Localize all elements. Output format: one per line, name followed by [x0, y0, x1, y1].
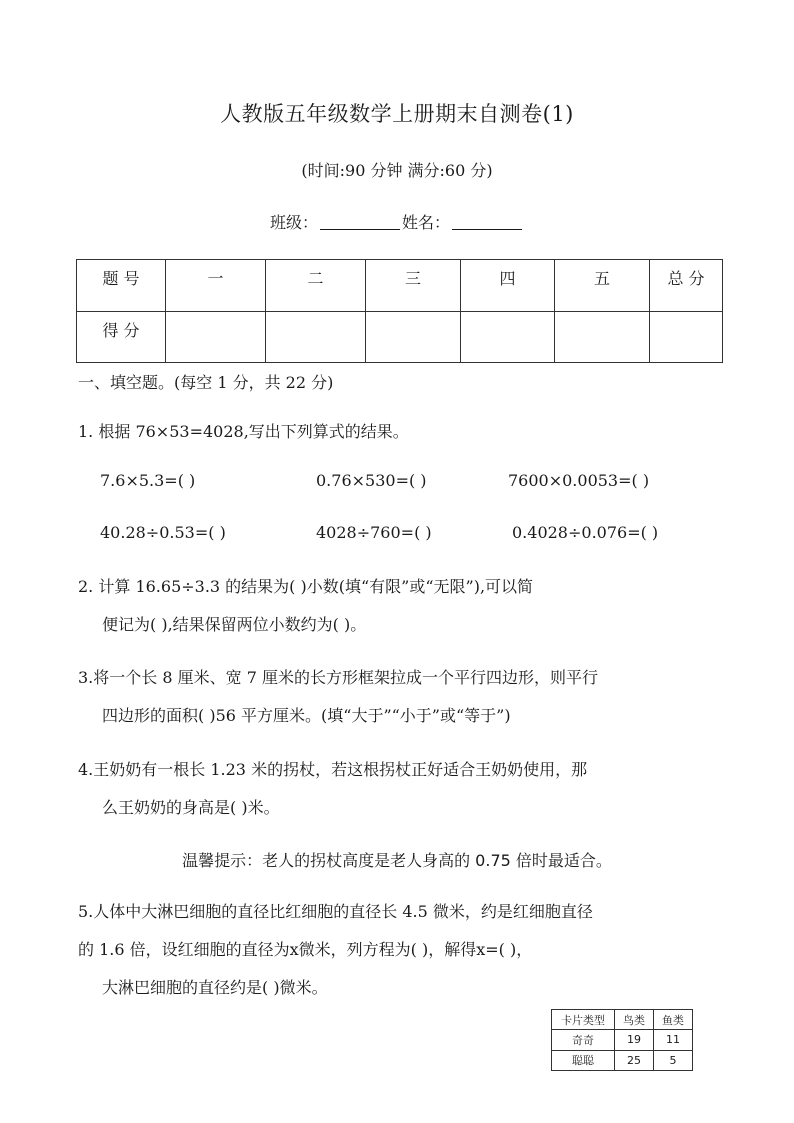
- card-row-name: 奇奇: [552, 1030, 615, 1050]
- card-type-table: [551, 1009, 693, 1071]
- header-cell-3: 三: [366, 260, 461, 312]
- q2-line2: 便记为( ),结果保留两位小数约为( )。: [102, 615, 367, 634]
- q4-line1: 4.王奶奶有一根长 1.23 米的拐杖，若这根拐杖正好适合王奶奶使用，那: [78, 760, 588, 779]
- question-3: [78, 666, 723, 728]
- score-table-header-row: [77, 260, 723, 312]
- q5-line3: 大淋巴细胞的直径约是( )微米。: [102, 978, 328, 997]
- question-5: [78, 900, 723, 1000]
- score-cell-2[interactable]: [266, 311, 366, 363]
- card-header-type: 卡片类型: [552, 1010, 615, 1030]
- header-cell-1: 一: [166, 260, 266, 312]
- score-table-score-row: [77, 311, 723, 363]
- card-row-fish: 11: [654, 1030, 693, 1050]
- q1-item-6: 0.4028÷0.076=( ): [512, 523, 659, 542]
- student-info-line: [0, 210, 794, 233]
- card-header-fish: 鱼类: [654, 1010, 693, 1030]
- score-cell-total[interactable]: [650, 311, 723, 363]
- q1-item-5: 4028÷760=( ): [316, 523, 432, 542]
- header-cell-5: 五: [555, 260, 650, 312]
- score-cell-1[interactable]: [166, 311, 266, 363]
- card-header-bird: 鸟类: [615, 1010, 654, 1030]
- q4-line2: 么王奶奶的身高是( )米。: [102, 798, 280, 817]
- question-2: [78, 575, 723, 637]
- card-table-header-row: [552, 1010, 693, 1030]
- header-cell-2: 二: [266, 260, 366, 312]
- q1-item-2: 0.76×530=( ): [316, 471, 427, 490]
- q5-line2: 的 1.6 倍，设红细胞的直径为x微米，列方程为( )，解得x=( )，: [78, 940, 533, 959]
- q2-line1: 2. 计算 16.65÷3.3 的结果为( )小数(填“有限”或“无限”),可以简: [78, 577, 534, 596]
- q4-tip: 温馨提示：老人的拐杖高度是老人身高的 0.75 倍时最适合。: [182, 851, 612, 870]
- question-4: [78, 758, 723, 820]
- exam-subtitle: (时间:90 分钟 满分:60 分): [301, 161, 493, 180]
- q3-line2: 四边形的面积( )56 平方厘米。(填“大于”“小于”或“等于”): [102, 706, 511, 725]
- score-cell-3[interactable]: [366, 311, 461, 363]
- header-cell-total: 总 分: [650, 260, 723, 312]
- card-row-name: 聪聪: [552, 1050, 615, 1070]
- q1-item-4: 40.28÷0.53=( ): [100, 523, 226, 542]
- class-label: 班级：: [269, 213, 318, 232]
- class-blank[interactable]: [320, 213, 400, 230]
- header-cell-4: 四: [461, 260, 555, 312]
- score-cell-4[interactable]: [461, 311, 555, 363]
- q1-item-1: 7.6×5.3=( ): [100, 471, 196, 490]
- section1-heading: 一、填空题。(每空 1 分，共 22 分): [78, 373, 334, 392]
- q5-line1: 5.人体中大淋巴细胞的直径比红细胞的直径长 4.5 微米，约是红细胞直径: [78, 902, 593, 921]
- name-blank[interactable]: [452, 213, 522, 230]
- card-row-bird: 25: [615, 1050, 654, 1070]
- exam-title: 人教版五年级数学上册期末自测卷(1): [220, 102, 574, 126]
- card-row-bird: 19: [615, 1030, 654, 1050]
- score-table: [76, 259, 723, 363]
- name-label: 姓名：: [402, 213, 451, 232]
- q3-line1: 3.将一个长 8 厘米、宽 7 厘米的长方形框架拉成一个平行四边形，则平行: [78, 668, 598, 687]
- card-table-row: [552, 1030, 693, 1050]
- question-1-text: 1. 根据 76×53=4028,写出下列算式的结果。: [78, 422, 409, 441]
- card-table-row: [552, 1050, 693, 1070]
- header-cell-label: 题 号: [77, 260, 166, 312]
- card-row-fish: 5: [654, 1050, 693, 1070]
- score-row-label: 得 分: [77, 311, 166, 363]
- q1-item-3: 7600×0.0053=( ): [508, 471, 650, 490]
- score-cell-5[interactable]: [555, 311, 650, 363]
